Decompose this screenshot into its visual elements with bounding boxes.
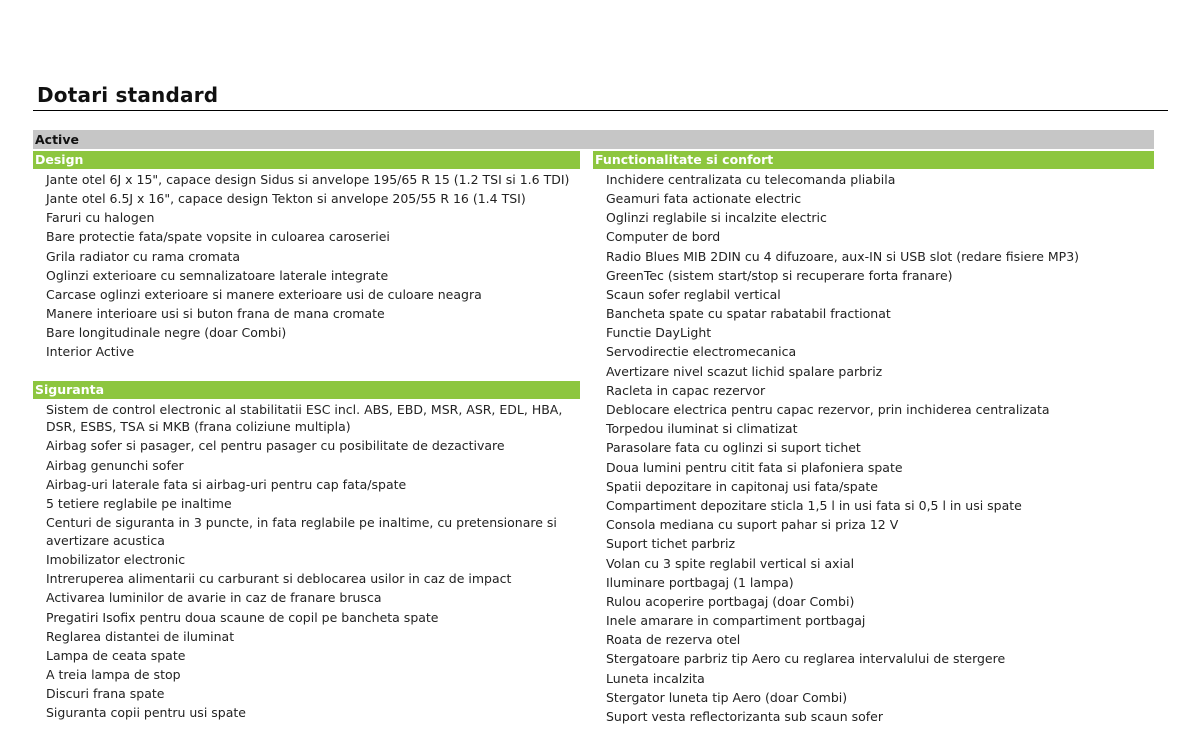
list-item: Compartiment depozitare sticla 1,5 l in usi fata si 0,5 l in usi spate [606, 497, 1022, 513]
title-divider [33, 110, 1168, 111]
list-item: Jante otel 6J x 15", capace design Sidus si anvelope 195/65 R 15 (1.2 TSI si 1.6 TDI) [46, 171, 570, 187]
list-item: 5 tetiere reglabile pe inaltime [46, 496, 232, 512]
list-item: Faruri cu halogen [46, 210, 155, 226]
list-item: Luneta incalzita [606, 670, 705, 686]
list-item: Suport tichet parbriz [606, 536, 736, 552]
list-item: Imobilizator electronic [46, 551, 186, 567]
siguranta-list [33, 400, 580, 723]
list-item: Oglinzi reglabile si incalzite electric [606, 210, 827, 226]
list-item: Activarea luminilor de avarie in caz de franare brusca [46, 590, 382, 606]
list-item: Airbag genunchi sofer [46, 457, 184, 473]
list-item: Sistem de control electronic al stabilitatii ESC incl. ABS, EBD, MSR, ASR, EDL, HBA, DSR, ESBS, TSA si MKB (frana coliziune multipla) [46, 401, 563, 435]
list-item: Centuri de siguranta in 3 puncte, in fata reglabile pe inaltime, cu pretensionare si avertizare acustica [46, 515, 557, 548]
list-item: Deblocare electrica pentru capac rezervor, prin inchiderea centralizata [606, 402, 1050, 418]
list-item: Consola mediana cu suport pahar si priza 12 V [606, 517, 899, 533]
list-item: Stergator luneta tip Aero (doar Combi) [606, 689, 848, 705]
list-item: GreenTec (sistem start/stop si recuperare forta franare) [606, 267, 953, 283]
list-item: Intreruperea alimentarii cu carburant si deblocarea usilor in caz de impact [46, 571, 512, 587]
list-item: Inchidere centralizata cu telecomanda pliabila [606, 171, 896, 187]
section-header-functionalitate: Functionalitate si confort [593, 151, 1154, 169]
trim-level-band: Active [33, 130, 1154, 149]
list-item: Pregatiri Isofix pentru doua scaune de copil pe bancheta spate [46, 609, 439, 625]
list-item: Rulou acoperire portbagaj (doar Combi) [606, 593, 855, 609]
list-item: Airbag-uri laterale fata si airbag-uri pentru cap fata/spate [46, 476, 407, 492]
list-item: Stergatoare parbriz tip Aero cu reglarea intervalului de stergere [606, 651, 1006, 667]
list-item: Jante otel 6.5J x 16", capace design Tekton si anvelope 205/55 R 16 (1.4 TSI) [46, 190, 526, 206]
right-column [593, 151, 1154, 726]
list-item: Doua lumini pentru citit fata si plafoniera spate [606, 459, 903, 475]
list-item: Radio Blues MIB 2DIN cu 4 difuzoare, aux-IN si USB slot (redare fisiere MP3) [606, 248, 1080, 264]
list-item: Airbag sofer si pasager, cel pentru pasager cu posibilitate de dezactivare [46, 438, 505, 454]
list-item: Reglarea distantei de iluminat [46, 628, 235, 644]
section-header-design: Design [33, 151, 580, 169]
functionalitate-list [593, 170, 1154, 726]
list-item: Bare longitudinale negre (doar Combi) [46, 325, 287, 341]
list-item: Bancheta spate cu spatar rabatabil fractionat [606, 306, 891, 322]
list-item: Bare protectie fata/spate vopsite in culoarea caroseriei [46, 229, 390, 245]
list-item: Scaun sofer reglabil vertical [606, 286, 781, 302]
list-item: Servodirectie electromecanica [606, 344, 797, 360]
list-item: Iluminare portbagaj (1 lampa) [606, 574, 794, 590]
list-item: Oglinzi exterioare cu semnalizatoare laterale integrate [46, 267, 389, 283]
list-item: Lampa de ceata spate [46, 647, 186, 663]
design-list [33, 170, 580, 362]
list-item: Computer de bord [606, 229, 721, 245]
list-item: Roata de rezerva otel [606, 632, 741, 648]
list-item: Carcase oglinzi exterioare si manere exterioare usi de culoare neagra [46, 286, 482, 302]
list-item: Geamuri fata actionate electric [606, 190, 802, 206]
list-item: Racleta in capac rezervor [606, 382, 766, 398]
left-column [33, 151, 580, 723]
list-item: Volan cu 3 spite reglabil vertical si axial [606, 555, 855, 571]
list-item: Siguranta copii pentru usi spate [46, 705, 246, 721]
section-header-siguranta: Siguranta [33, 381, 580, 399]
list-item: Inele amarare in compartiment portbagaj [606, 613, 866, 629]
list-item: Suport vesta reflectorizanta sub scaun sofer [606, 709, 884, 725]
list-item: Discuri frana spate [46, 686, 165, 702]
list-item: Functie DayLight [606, 325, 712, 341]
section-gap [33, 362, 580, 381]
list-item: Torpedou iluminat si climatizat [606, 421, 798, 437]
page-title: Dotari standard [37, 83, 219, 107]
list-item: A treia lampa de stop [46, 667, 181, 683]
list-item: Spatii depozitare in capitonaj usi fata/spate [606, 478, 878, 494]
list-item: Avertizare nivel scazut lichid spalare parbriz [606, 363, 883, 379]
list-item: Manere interioare usi si buton frana de mana cromate [46, 306, 385, 322]
list-item: Grila radiator cu rama cromata [46, 248, 241, 264]
list-item: Interior Active [46, 344, 135, 360]
list-item: Parasolare fata cu oglinzi si suport tichet [606, 440, 861, 456]
